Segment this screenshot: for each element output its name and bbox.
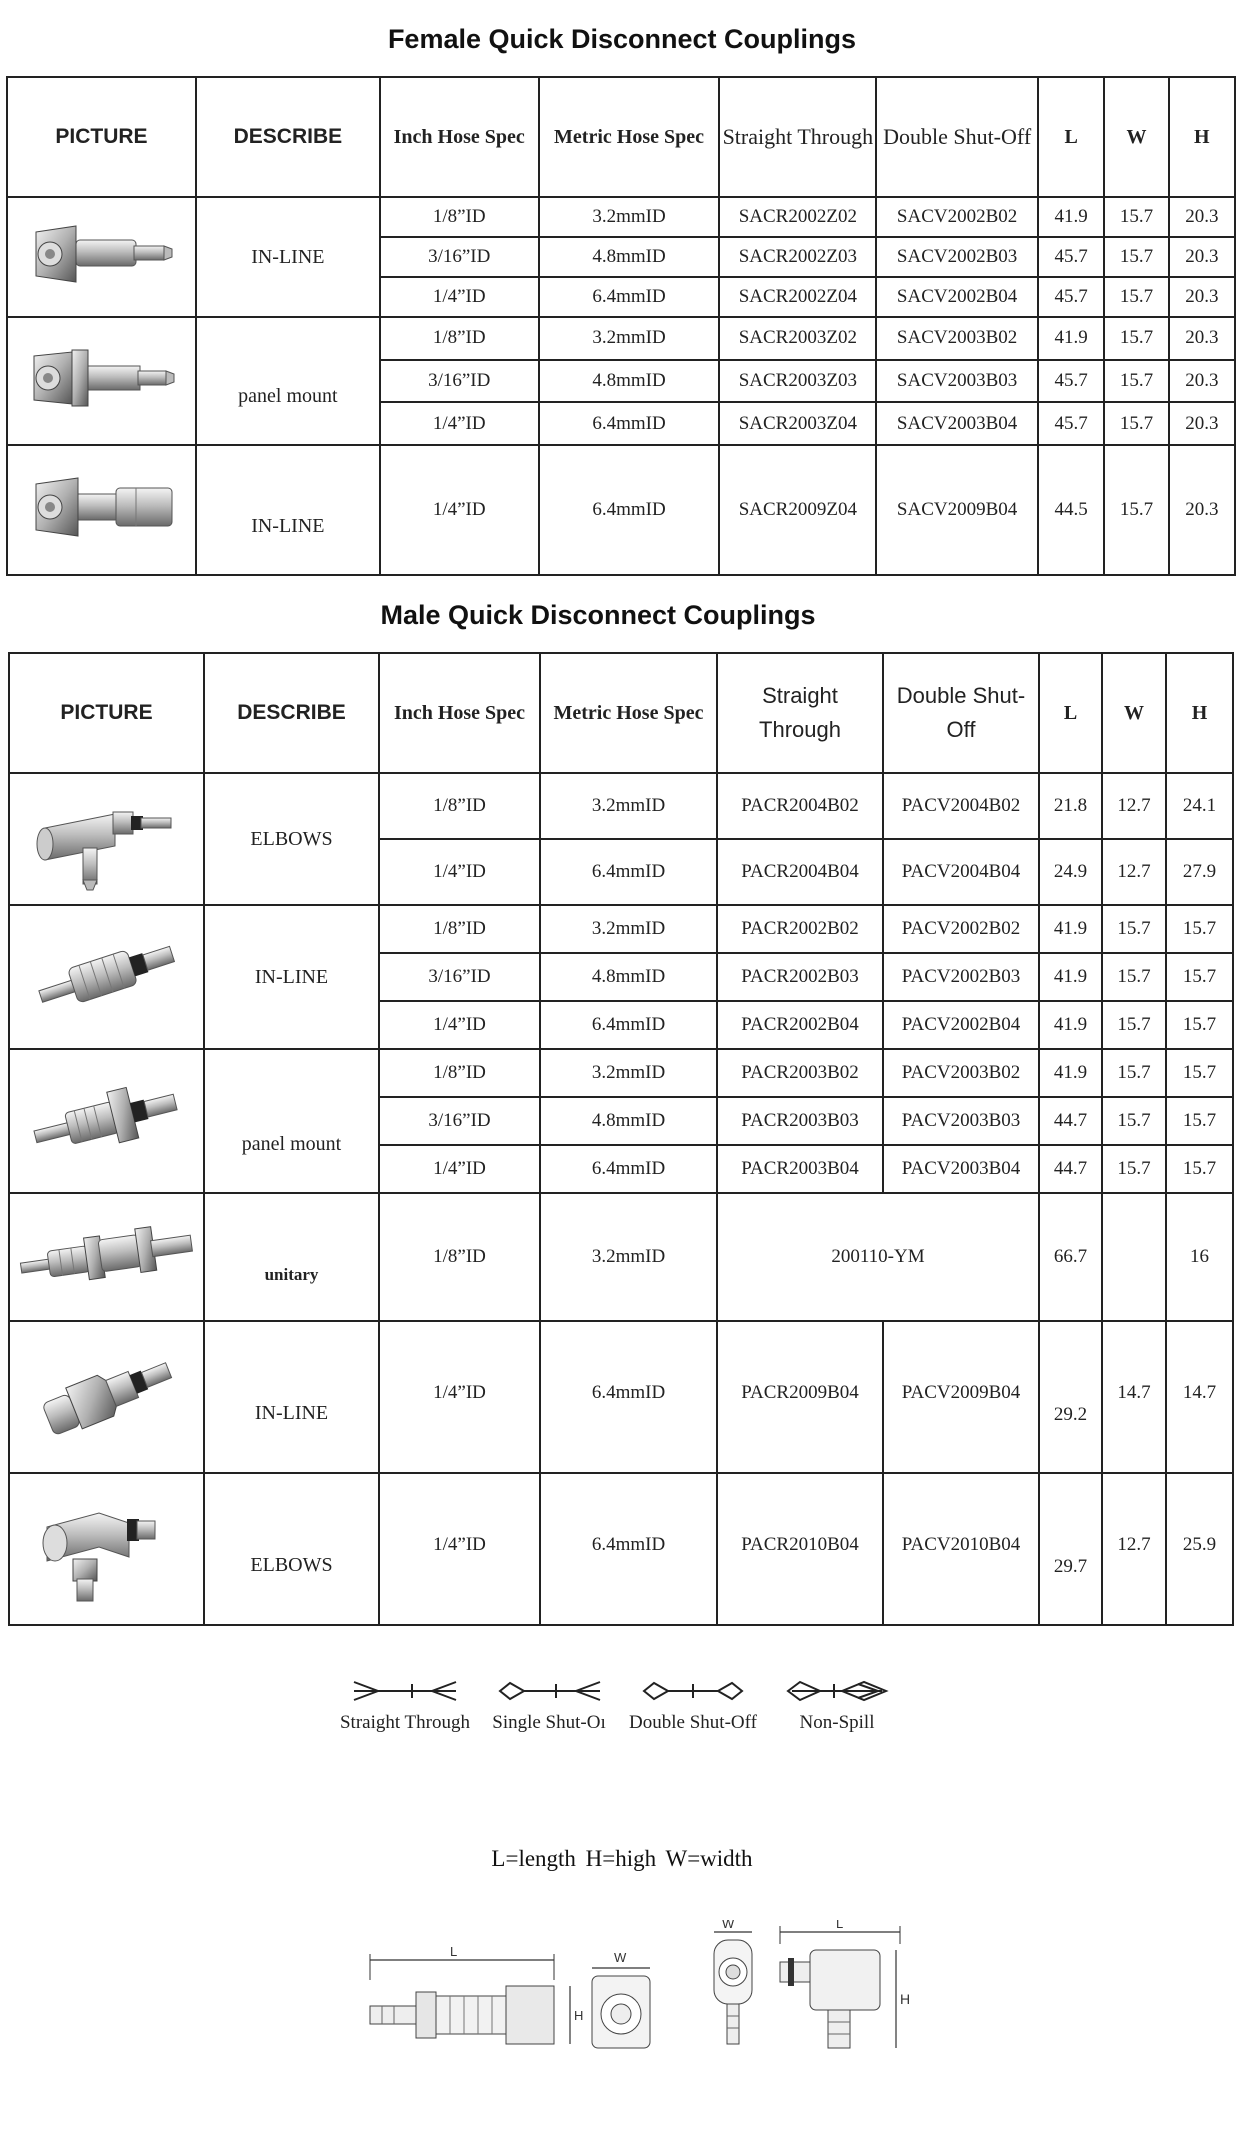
- cell-straight: SACR2009Z04: [719, 445, 876, 575]
- male-section-title: Male Quick Disconnect Couplings: [380, 600, 816, 630]
- cell-straight: PACR2003B04: [717, 1145, 883, 1193]
- cell-metric: 4.8mmID: [540, 1097, 717, 1145]
- female-inline-long-picture: [7, 445, 196, 575]
- cell-h: 25.9: [1166, 1473, 1233, 1625]
- male-elbow-2-picture: [9, 1473, 204, 1625]
- cell-l: 41.9: [1038, 197, 1104, 237]
- table-row: [9, 1321, 1233, 1473]
- header-metric-hose-spec: Metric Hose Spec: [540, 653, 717, 773]
- h-dimension-label: H: [574, 2008, 584, 2023]
- cell-h: 24.1: [1166, 773, 1233, 839]
- elbow-dimension-diagram: [700, 1920, 930, 2070]
- male-couplings-table: [8, 652, 1234, 1626]
- female-inline-coupling-image: [16, 202, 186, 306]
- table-header-row: [9, 653, 1233, 773]
- male-unitary-coupling-image: [12, 1199, 202, 1309]
- header-straight-through: Straight Through: [719, 77, 876, 197]
- cell-w: 15.7: [1102, 905, 1166, 953]
- cell-metric: 3.2mmID: [540, 905, 717, 953]
- legend-non-spill: [762, 1676, 912, 1734]
- cell-straight: SACR2002Z02: [719, 197, 876, 237]
- cell-metric: 6.4mmID: [540, 1001, 717, 1049]
- cell-double: PACV2003B02: [883, 1049, 1039, 1097]
- cell-l-value: 29.2: [1053, 1404, 1088, 1425]
- cell-h: 15.7: [1166, 1145, 1233, 1193]
- male-elbow-coupling-image: [17, 776, 197, 896]
- legend-single-shut-off: [474, 1676, 624, 1734]
- cell-straight: PACR2009B04: [717, 1321, 883, 1473]
- header-metric-hose-spec: Metric Hose Spec: [539, 77, 720, 197]
- valve-symbol-legend: [330, 1676, 910, 1756]
- cell-inch: 1/4”ID: [379, 1145, 540, 1193]
- cell-l: 41.9: [1039, 1049, 1102, 1097]
- cell-double: SACV2003B02: [876, 317, 1038, 360]
- double-shut-off-symbol-icon: [638, 1676, 748, 1706]
- male-panel-mount-picture: [9, 1049, 204, 1193]
- cell-l-value: 29.7: [1053, 1556, 1088, 1577]
- cell-double: SACV2009B04: [876, 445, 1038, 575]
- cell-h: 16: [1166, 1193, 1233, 1321]
- cell-metric: 6.4mmID: [540, 1473, 717, 1625]
- header-w: W: [1104, 77, 1168, 197]
- h-dimension-label: H: [900, 1991, 911, 2007]
- panel-mount-dimension-diagram: [360, 1940, 690, 2070]
- cell-h: 14.7: [1166, 1321, 1233, 1473]
- header-double-shut-off: Double Shut-Off: [883, 653, 1039, 773]
- cell-double: SACV2002B04: [876, 277, 1038, 317]
- cell-straight: SACR2003Z02: [719, 317, 876, 360]
- male-group-2-describe: IN-LINE: [204, 905, 379, 1049]
- male-group-4-describe: [204, 1193, 379, 1321]
- header-double-shut-off: Double Shut-Off: [876, 77, 1038, 197]
- cell-l: 45.7: [1038, 402, 1104, 445]
- table-header-row: [7, 77, 1235, 197]
- cell-double: PACV2002B04: [883, 1001, 1039, 1049]
- cell-h: 20.3: [1169, 317, 1235, 360]
- table-row: [7, 317, 1235, 360]
- cell-w: 15.7: [1104, 197, 1168, 237]
- cell-w: 15.7: [1104, 445, 1168, 575]
- w-dimension-label: W: [614, 1950, 627, 1965]
- table-row: [9, 1193, 1233, 1321]
- cell-metric: 6.4mmID: [539, 445, 720, 575]
- cell-straight: PACR2002B04: [717, 1001, 883, 1049]
- cell-metric: 3.2mmID: [539, 317, 720, 360]
- female-couplings-table: [6, 76, 1236, 576]
- table-row: [9, 1049, 1233, 1097]
- cell-l: 44.7: [1039, 1145, 1102, 1193]
- header-straight-through: Straight Through: [717, 653, 883, 773]
- male-elbow-2-coupling-image: [17, 1481, 197, 1611]
- cell-inch: 3/16”ID: [380, 237, 539, 277]
- cell-inch: 1/4”ID: [379, 1321, 540, 1473]
- w-dimension-label: W: [722, 1920, 735, 1931]
- l-dimension-label: L: [836, 1920, 844, 1931]
- cell-inch: 1/4”ID: [379, 839, 540, 905]
- cell-double: PACV2003B03: [883, 1097, 1039, 1145]
- cell-straight: PACR2002B02: [717, 905, 883, 953]
- cell-straight: PACR2003B02: [717, 1049, 883, 1097]
- female-group-1-describe: IN-LINE: [196, 197, 380, 317]
- male-inline-coupling-image: [17, 909, 197, 1039]
- cell-straight: SACR2002Z03: [719, 237, 876, 277]
- legend-label: Non-Spill: [799, 1712, 875, 1733]
- female-group-2-describe: panel mount: [196, 317, 380, 445]
- cell-inch: 3/16”ID: [379, 1097, 540, 1145]
- cell-w: 15.7: [1102, 1145, 1166, 1193]
- cell-metric: 6.4mmID: [540, 1145, 717, 1193]
- table-row: [7, 197, 1235, 237]
- male-panel-mount-coupling-image: [17, 1053, 197, 1183]
- cell-h: 15.7: [1166, 1001, 1233, 1049]
- cell-inch: 1/8”ID: [380, 197, 539, 237]
- cell-double: PACV2009B04: [883, 1321, 1039, 1473]
- cell-double: PACV2003B04: [883, 1145, 1039, 1193]
- cell-w: 15.7: [1104, 237, 1168, 277]
- cell-metric: 4.8mmID: [539, 360, 720, 403]
- describe-label: IN-LINE: [251, 514, 325, 537]
- describe-label: IN-LINE: [254, 1401, 329, 1424]
- header-describe: DESCRIBE: [204, 653, 379, 773]
- female-inline-picture: [7, 197, 196, 317]
- cell-h: 15.7: [1166, 953, 1233, 1001]
- cell-double: PACV2002B03: [883, 953, 1039, 1001]
- cell-inch: 1/4”ID: [379, 1473, 540, 1625]
- cell-h: 20.3: [1169, 237, 1235, 277]
- cell-l: 66.7: [1039, 1193, 1102, 1321]
- header-inch-hose-spec: Inch Hose Spec: [380, 77, 539, 197]
- cell-metric: 3.2mmID: [540, 773, 717, 839]
- cell-w: 15.7: [1102, 953, 1166, 1001]
- male-group-5-describe: [204, 1321, 379, 1473]
- header-w: W: [1102, 653, 1166, 773]
- female-panel-mount-coupling-image: [16, 320, 186, 436]
- cell-metric: 6.4mmID: [540, 1321, 717, 1473]
- cell-w: 15.7: [1104, 402, 1168, 445]
- male-group-6-describe: [204, 1473, 379, 1625]
- table-row: [9, 905, 1233, 953]
- legend-label: Double Shut-Off: [629, 1712, 757, 1733]
- cell-w: 12.7: [1102, 839, 1166, 905]
- cell-inch: 1/4”ID: [380, 445, 539, 575]
- cell-w: 15.7: [1104, 317, 1168, 360]
- cell-h: 20.3: [1169, 277, 1235, 317]
- cell-straight: PACR2010B04: [717, 1473, 883, 1625]
- legend-double-shut-off: [618, 1676, 768, 1734]
- cell-l: 21.8: [1039, 773, 1102, 839]
- cell-l: 41.9: [1039, 1001, 1102, 1049]
- dimensions-note: L=length H=high W=width: [491, 1846, 753, 1871]
- cell-double: SACV2003B04: [876, 402, 1038, 445]
- cell-w: 15.7: [1102, 1001, 1166, 1049]
- cell-metric: 6.4mmID: [540, 839, 717, 905]
- cell-w: 15.7: [1104, 277, 1168, 317]
- female-section-title: Female Quick Disconnect Couplings: [387, 24, 857, 54]
- cell-h: 15.7: [1166, 1097, 1233, 1145]
- cell-double: SACV2002B02: [876, 197, 1038, 237]
- cell-h: 20.3: [1169, 402, 1235, 445]
- cell-metric: 6.4mmID: [539, 402, 720, 445]
- female-group-3-describe: [196, 445, 380, 575]
- cell-l: [1039, 1321, 1102, 1473]
- cell-double: SACV2002B03: [876, 237, 1038, 277]
- cell-metric: 3.2mmID: [539, 197, 720, 237]
- cell-l: 41.9: [1039, 953, 1102, 1001]
- cell-straight: PACR2002B03: [717, 953, 883, 1001]
- cell-inch: 3/16”ID: [379, 953, 540, 1001]
- cell-metric: 4.8mmID: [539, 237, 720, 277]
- header-inch-hose-spec: Inch Hose Spec: [379, 653, 540, 773]
- cell-straight: SACR2003Z03: [719, 360, 876, 403]
- cell-metric: 6.4mmID: [539, 277, 720, 317]
- male-inline-picture: [9, 905, 204, 1049]
- cell-l: 44.7: [1039, 1097, 1102, 1145]
- cell-w: 12.7: [1102, 1473, 1166, 1625]
- header-picture: PICTURE: [7, 77, 196, 197]
- straight-through-symbol-icon: [350, 1676, 460, 1706]
- cell-w: 15.7: [1102, 1097, 1166, 1145]
- female-panel-mount-picture: [7, 317, 196, 445]
- header-h: H: [1169, 77, 1235, 197]
- cell-double: PACV2004B04: [883, 839, 1039, 905]
- table-row: [9, 773, 1233, 839]
- cell-l: 45.7: [1038, 237, 1104, 277]
- cell-inch: 3/16”ID: [380, 360, 539, 403]
- describe-label: ELBOWS: [250, 1553, 333, 1576]
- cell-inch: 1/8”ID: [380, 317, 539, 360]
- cell-w: 12.7: [1102, 773, 1166, 839]
- non-spill-symbol-icon: [782, 1676, 892, 1706]
- header-describe: DESCRIBE: [196, 77, 380, 197]
- cell-h: 20.3: [1169, 360, 1235, 403]
- cell-inch: 1/8”ID: [379, 905, 540, 953]
- male-inline-short-picture: [9, 1321, 204, 1473]
- cell-straight: PACR2004B04: [717, 839, 883, 905]
- cell-h: 27.9: [1166, 839, 1233, 905]
- cell-inch: 1/4”ID: [380, 277, 539, 317]
- cell-l: 45.7: [1038, 360, 1104, 403]
- cell-metric: 3.2mmID: [540, 1049, 717, 1097]
- male-inline-short-coupling-image: [17, 1329, 197, 1459]
- cell-w: 15.7: [1102, 1049, 1166, 1097]
- legend-straight-through: [330, 1676, 480, 1734]
- table-row: [7, 445, 1235, 575]
- describe-label: unitary: [264, 1265, 319, 1284]
- cell-straight: SACR2003Z04: [719, 402, 876, 445]
- header-l: L: [1038, 77, 1104, 197]
- single-shut-off-symbol-icon: [494, 1676, 604, 1706]
- cell-straight: PACR2004B02: [717, 773, 883, 839]
- cell-inch: 1/4”ID: [379, 1001, 540, 1049]
- cell-metric: 3.2mmID: [540, 1193, 717, 1321]
- cell-inch: 1/8”ID: [379, 1193, 540, 1321]
- male-group-1-describe: ELBOWS: [204, 773, 379, 905]
- cell-double: SACV2003B03: [876, 360, 1038, 403]
- cell-straight: PACR2003B03: [717, 1097, 883, 1145]
- cell-h: 15.7: [1166, 1049, 1233, 1097]
- cell-double: PACV2004B02: [883, 773, 1039, 839]
- cell-w: 15.7: [1104, 360, 1168, 403]
- male-group-3-describe: panel mount: [204, 1049, 379, 1193]
- cell-h: 20.3: [1169, 445, 1235, 575]
- cell-inch: 1/8”ID: [379, 773, 540, 839]
- cell-l: 45.7: [1038, 277, 1104, 317]
- cell-l: [1039, 1473, 1102, 1625]
- cell-metric: 4.8mmID: [540, 953, 717, 1001]
- table-row: [9, 1473, 1233, 1625]
- cell-double: PACV2010B04: [883, 1473, 1039, 1625]
- header-h: H: [1166, 653, 1233, 773]
- cell-l: 41.9: [1039, 905, 1102, 953]
- cell-l: 44.5: [1038, 445, 1104, 575]
- male-elbow-picture: [9, 773, 204, 905]
- male-unitary-picture: [9, 1193, 204, 1321]
- cell-h: 20.3: [1169, 197, 1235, 237]
- cell-h: 15.7: [1166, 905, 1233, 953]
- cell-part-number: 200110-YM: [717, 1193, 1039, 1321]
- cell-inch: 1/8”ID: [379, 1049, 540, 1097]
- legend-label: Straight Through: [339, 1712, 470, 1733]
- header-l: L: [1039, 653, 1102, 773]
- cell-straight: SACR2002Z04: [719, 277, 876, 317]
- cell-w: 14.7: [1102, 1321, 1166, 1473]
- legend-label: Single Shut-Oı: [492, 1712, 606, 1733]
- cell-inch: 1/4”ID: [380, 402, 539, 445]
- female-inline-long-coupling-image: [16, 452, 186, 562]
- cell-l: 24.9: [1039, 839, 1102, 905]
- l-dimension-label: L: [450, 1944, 458, 1959]
- cell-double: PACV2002B02: [883, 905, 1039, 953]
- cell-w: [1102, 1193, 1166, 1321]
- cell-l: 41.9: [1038, 317, 1104, 360]
- header-picture: PICTURE: [9, 653, 204, 773]
